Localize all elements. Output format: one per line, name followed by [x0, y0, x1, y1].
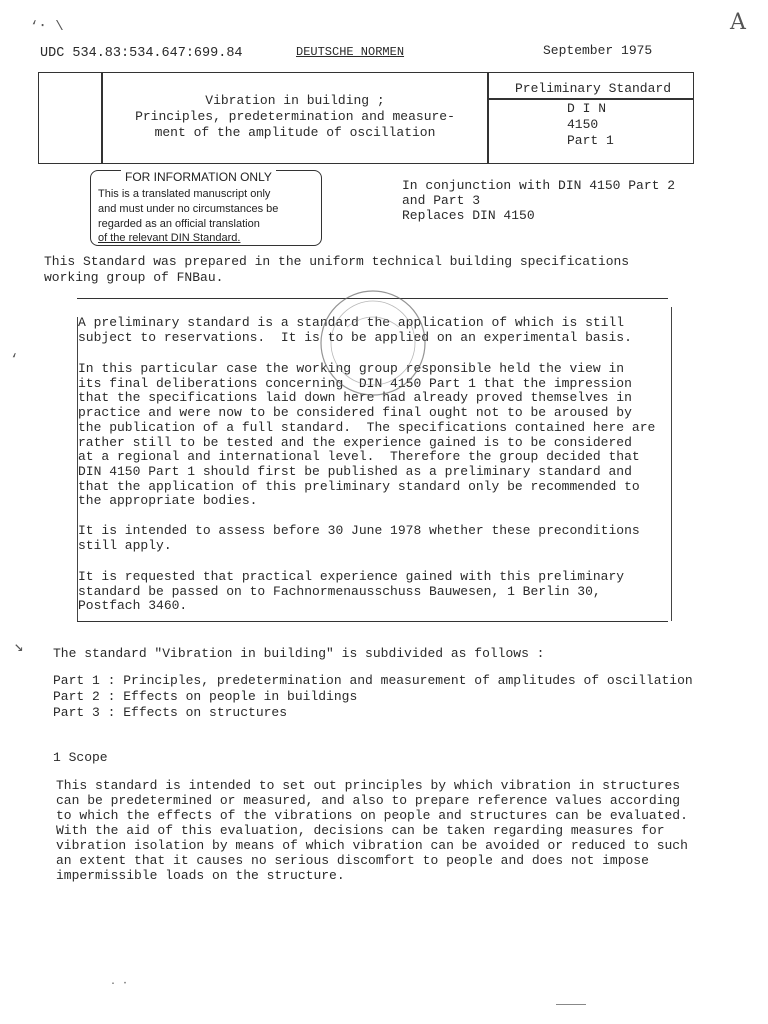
publication-date: September 1975 — [543, 43, 653, 58]
relation-line-1: In conjunction with DIN 4150 Part 2 — [402, 178, 676, 193]
scope-line-1: This standard is intended to set out principles by which vibration in structures — [56, 778, 681, 793]
part-3-line: Part 3 : Effects on structures — [53, 705, 288, 720]
official-seal-stamp — [317, 287, 429, 399]
din-label: D I N — [567, 101, 607, 116]
scope-line-5: vibration isolation by means of which vibration can be avoided or reduced to such — [56, 838, 688, 853]
margin-scribble: ‘⋅ \ — [30, 19, 64, 35]
title-line-1: Vibration in building ; — [205, 93, 385, 108]
scope-line-7: impermissible loads on the structure. — [56, 868, 345, 883]
bottom-rule — [556, 1004, 586, 1005]
part-2-line: Part 2 : Effects on people in buildings — [53, 689, 358, 704]
notice-line-4: of the relevant DIN Standard. — [98, 232, 241, 244]
corner-mark: A — [730, 10, 746, 35]
margin-tick: ↘ — [14, 638, 24, 656]
din-part: Part 1 — [567, 133, 614, 148]
notice-paragraph-3: It is intended to assess before 30 June 1978 whether these preconditions still apply. — [78, 523, 640, 553]
title-box — [38, 72, 694, 164]
din-number: 4150 — [567, 117, 599, 132]
relation-line-3: Replaces DIN 4150 — [402, 208, 535, 223]
organization-name: DEUTSCHE NORMEN — [296, 45, 405, 59]
status-label: Preliminary Standard — [514, 81, 672, 96]
subdivision-intro: The standard "Vibration in building" is subdivided as follows : — [53, 646, 545, 661]
part-1-line: Part 1 : Principles, predetermination and measurement of amplitudes of oscillation — [53, 673, 693, 688]
relation-line-2: and Part 3 — [402, 193, 481, 208]
margin-mark: ‘ — [10, 352, 19, 368]
bottom-speck: · ⋅ — [110, 979, 129, 990]
title-line-2: Principles, predetermination and measure- — [135, 109, 455, 124]
scope-line-6: an extent that it causes no serious discomfort to people and does not impose — [56, 853, 649, 868]
notice-line-2: and must under no circumstances be — [98, 203, 279, 215]
prepared-by-line-2: working group of FNBau. — [44, 270, 224, 285]
scope-line-2: can be predetermined or measured, and also to prepare reference values according — [56, 793, 681, 808]
scope-heading: 1 Scope — [53, 750, 108, 765]
title-line-3: ment of the amplitude of oscillation — [154, 125, 436, 140]
scope-line-3: to which the effects of the vibrations on people and structures can be evaluated. — [56, 808, 688, 823]
notice-paragraph-1: A preliminary standard is a standard the application of which is still subject to reservations. It is to be applied on an experimental basis. — [78, 315, 632, 345]
information-notice — [90, 170, 322, 246]
udc-number: UDC 534.83:534.647:699.84 — [40, 46, 243, 61]
scope-line-4: With the aid of this evaluation, decisions can be taken regarding measures for — [56, 823, 665, 838]
notice-line-3: regarded as an official translation — [98, 218, 260, 230]
notice-paragraph-4: It is requested that practical experience gained with this preliminary standard be passed on to Fachnormenausschuss Bauwesen, 1 Berlin 30, Postfach 3460. — [78, 569, 625, 614]
prepared-by-line-1: This Standard was prepared in the uniform technical building specifications — [44, 254, 630, 269]
notice-paragraph-2: In this particular case the working group responsible held the view in its final deliberations concerning DIN 4150 Part 1 that the impression that the specifications laid down here had already proved themselves in practice and were now to be considered final ought not to be aroused by the publication of a full standard. The specifications contained here are rather still to be tested and the experience gained is to be considered at a regional and international level. Therefore the group decided that DIN 4150 Part 1 should first be published as a preliminary standard and that the application of this preliminary standard only be recommended to the appropriate bodies. — [78, 361, 656, 509]
notice-heading: FOR INFORMATION ONLY — [121, 170, 276, 184]
notice-line-1: This is a translated manuscript only — [98, 188, 271, 200]
